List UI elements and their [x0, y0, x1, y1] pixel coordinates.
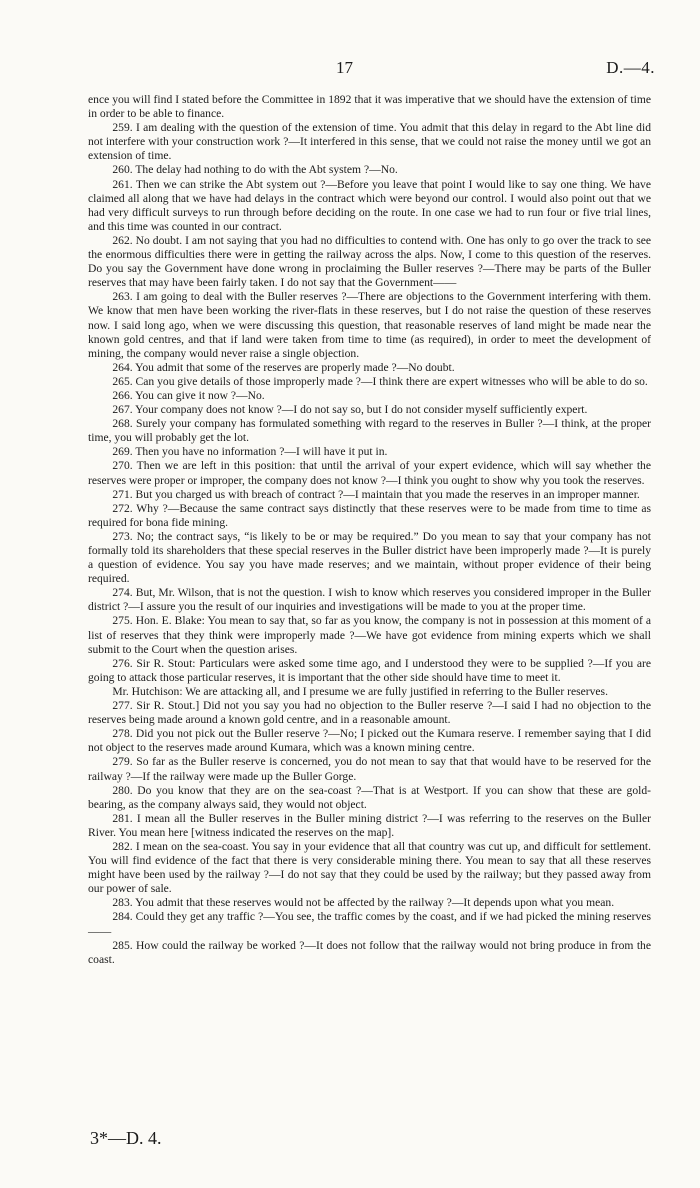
signature-mark: 3*—D. 4. [90, 1128, 162, 1148]
paragraph: 263. I am going to deal with the Buller reserves ?—There are objections to the Government interfering with them. We know that men have been working the river-flats in these reserves, but I do not raise the question of these reserves now. I said long ago, when we were discussing this question, that reasonable reserves of land might be made near the known gold centres, and that if land were taken from time to time (as required), in order to meet the development of mining, the company would never raise a single objection. [88, 290, 651, 360]
document-reference: D.—4. [606, 58, 655, 77]
paragraph: 276. Sir R. Stout: Particulars were asked some time ago, and I understood they were to be supplied ?—If you are going to attack those particular reserves, it is important that the other side should have time to meet it. [88, 656, 651, 684]
paragraph: 259. I am dealing with the question of the extension of time. You admit that this delay in regard to the Abt line did not interfere with your construction work ?—It interfered in this sense, that we could not raise the money until we got an extension of time. [88, 121, 651, 163]
paragraph: 268. Surely your company has formulated something with regard to the reserves in Buller ?—I think, at the proper time, you will probably get the lot. [88, 417, 651, 445]
paragraph: 266. You can give it now ?—No. [112, 388, 265, 402]
paragraph: 283. You admit that these reserves would not be affected by the railway ?—It depends upon what you mean. [112, 896, 615, 910]
paragraph: 275. Hon. E. Blake: You mean to say that, so far as you know, the company is not in possession at this moment of a list of reserves that they think were improperly made ?—We have got evidence from mining experts which we shall submit to the Court when the question arises. [88, 614, 651, 656]
paragraph: Mr. Hutchison: We are attacking all, and I presume we are fully justified in referring to the Buller reserves. [112, 684, 608, 698]
paragraph: 269. Then you have no information ?—I will have it put in. [112, 445, 388, 459]
paragraph: 271. But you charged us with breach of contract ?—I maintain that you made the reserves in an improper manner. [112, 487, 640, 501]
paragraph: 274. But, Mr. Wilson, that is not the question. I wish to know which reserves you considered improper in the Buller district ?—I assure you the result of our inquiries and investigations will be made to you at the proper time. [88, 586, 651, 614]
paragraph: 282. I mean on the sea-coast. You say in your evidence that all that country was cut up, and difficult for settlement. You will find evidence of the fact that there is very considerable mining there. You mean to say that all these reserves might have been used by the railway ?—I do not say that they could be used by the railway; but they passed away from our power of sale. [88, 839, 651, 896]
paragraph: 265. Can you give details of those improperly made ?—I think there are expert witnesses who will be able to do so. [112, 374, 648, 388]
paragraph: 280. Do you know that they are on the sea-coast ?—That is at Westport. If you can show that these are gold-bearing, as the company always said, they would not object. [88, 783, 651, 811]
paragraph: 277. Sir R. Stout.] Did not you say you had no objection to the Buller reserve ?—I said I had no objection to the reserves being made around a known gold centre, and in a reasonable amount. [88, 699, 651, 727]
paragraph: 281. I mean all the Buller reserves in the Buller mining district ?—I was referring to the reserves on the Buller River. You mean here [witness indicated the reserves on the map]. [88, 811, 651, 839]
paragraph: 270. Then we are left in this position: that until the arrival of your expert evidence, which will say whether the reserves were proper or improper, the company does not know ?—I think you ought to show why you took the reserves. [88, 459, 651, 487]
page-header [0, 58, 700, 78]
paragraph: 261. Then we can strike the Abt system out ?—Before you leave that point I would like to say one thing. We have claimed all along that we have had delays in the contract which were beyond our control. I would also point out that we had very difficult surveys to run through before deciding on the route. In one case we had to run four or five trial lines, and this time was counted in our contract. [88, 177, 651, 233]
paragraph: ence you will find I stated before the Committee in 1892 that it was imperative that we should have the extension of time in order to be able to finance. [88, 93, 651, 121]
paragraph: 284. Could they get any traffic ?—You see, the traffic comes by the coast, and if we had picked the mining reserves—— [88, 910, 651, 938]
paragraph: 260. The delay had nothing to do with the Abt system ?—No. [112, 163, 398, 177]
paragraph: 278. Did you not pick out the Buller reserve ?—No; I picked out the Kumara reserve. I remember saying that I did not object to the reserves made around Kumara, which was a known mining centre. [88, 727, 651, 755]
paragraph: 272. Why ?—Because the same contract says distinctly that these reserves were to be made from time to time as required for bona fide mining. [88, 501, 651, 529]
paragraph: 279. So far as the Buller reserve is concerned, you do not mean to say that that would have to be reserved for the railway ?—If the railway were made up the Buller Gorge. [88, 755, 651, 783]
paragraph: 285. How could the railway be worked ?—It does not follow that the railway would not bring produce in from the coast. [88, 938, 651, 966]
document-body [88, 93, 651, 967]
paragraph: 273. No; the contract says, “is likely to be or may be required.” Do you mean to say that your company has not formally told its shareholders that these special reserves in the Buller district have been improperly made ?—It is purely a question of evidence. You say you have made reserves; and we maintain, without proper evidence of their being required. [88, 529, 651, 586]
paragraph: 267. Your company does not know ?—I do not say so, but I do not consider myself sufficiently expert. [112, 403, 588, 417]
paragraph: 264. You admit that some of the reserves are properly made ?—No doubt. [112, 360, 455, 374]
page-number: 17 [336, 58, 353, 77]
paragraph: 262. No doubt. I am not saying that you had no difficulties to contend with. One has only to go over the track to see the enormous difficulties there were in getting the railway across the alps. Now, I come to this question of the reserves. Do you say the Government have done wrong in proclaiming the Buller reserves ?—There may be parts of the Buller reserves that may have been fairly taken. I do not say that the Government—— [88, 233, 651, 290]
